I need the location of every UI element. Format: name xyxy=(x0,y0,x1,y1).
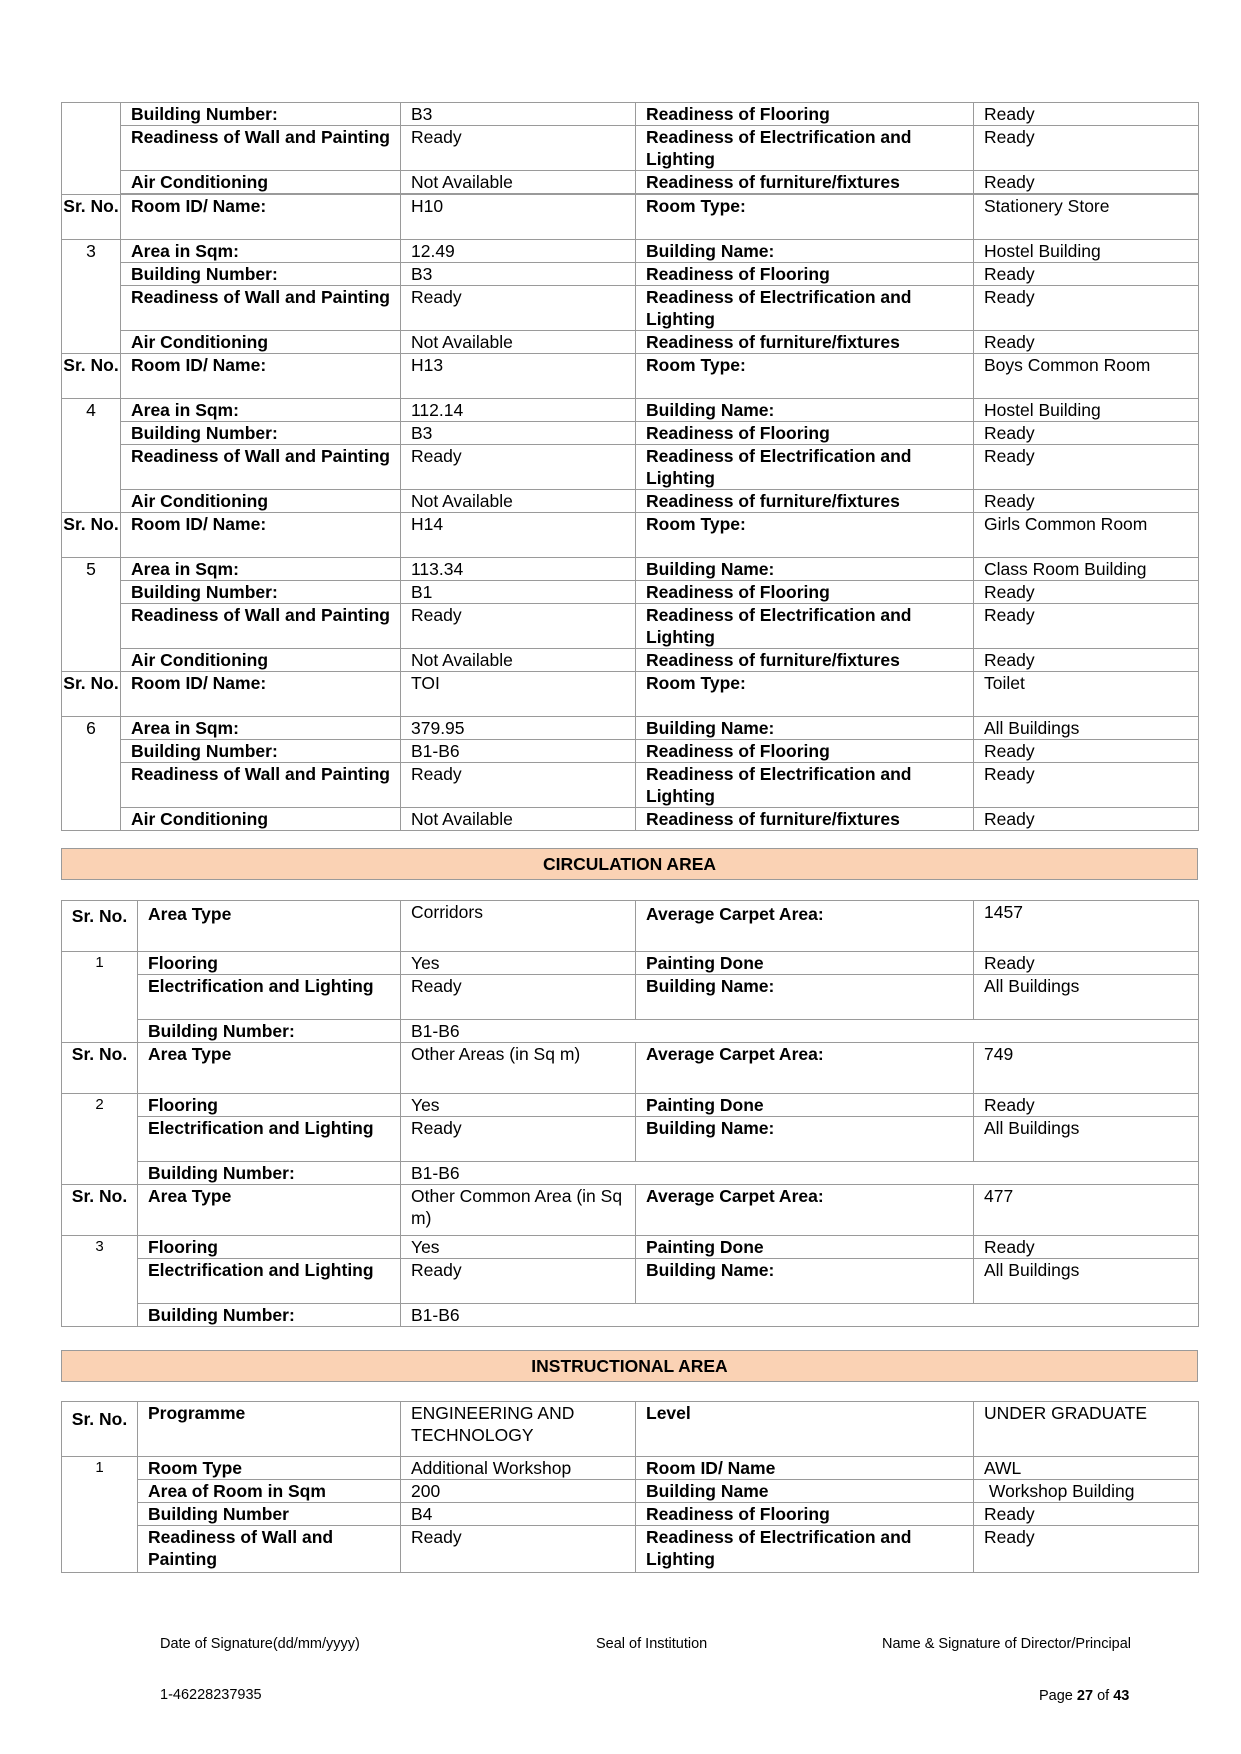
ac-value: Not Available xyxy=(401,649,636,672)
room-id-value: H10 xyxy=(401,195,636,240)
table-row xyxy=(62,1259,1199,1304)
table-row xyxy=(62,649,1199,672)
area-value: 379.95 xyxy=(401,717,636,740)
table-row xyxy=(62,581,1199,604)
electrification-value: Ready xyxy=(401,1117,636,1162)
ac-value: Not Available xyxy=(401,171,636,194)
sr-number: 1 xyxy=(62,1457,138,1573)
wall-value: Ready xyxy=(401,604,636,649)
flooring-value: Ready xyxy=(974,581,1199,604)
table-row xyxy=(62,763,1199,808)
sr-label: Sr. No. xyxy=(62,1402,138,1457)
room-id-value: H13 xyxy=(401,354,636,399)
electrification-value: Ready xyxy=(974,445,1199,490)
building-number-value: B3 xyxy=(401,422,636,445)
sr-label: Sr. No. xyxy=(62,1185,138,1236)
sr-number: 6 xyxy=(62,717,121,831)
ac-label: Air Conditioning xyxy=(121,331,401,354)
table-row xyxy=(62,952,1199,975)
ac-value: Not Available xyxy=(401,490,636,513)
carpet-area-value: 1457 xyxy=(974,901,1199,952)
building-number-value: B1-B6 xyxy=(401,1162,1199,1185)
table-row xyxy=(62,558,1199,581)
room-id-label: Room ID/ Name: xyxy=(121,195,401,240)
table-row xyxy=(62,286,1199,331)
table-row xyxy=(62,240,1199,263)
furniture-label: Readiness of furniture/fixtures xyxy=(636,649,974,672)
sr-number: 2 xyxy=(62,1094,138,1185)
sr-label: Sr. No. xyxy=(62,1043,138,1094)
building-name-value: Hostel Building xyxy=(974,240,1199,263)
building-number-value: B1-B6 xyxy=(401,1304,1199,1327)
room-id-label: Room ID/ Name: xyxy=(121,354,401,399)
table-row xyxy=(62,1117,1199,1162)
sr-number: 3 xyxy=(62,1236,138,1327)
wall-label: Readiness of Wall and Painting xyxy=(121,126,401,171)
ac-label: Air Conditioning xyxy=(121,808,401,831)
table-row xyxy=(62,717,1199,740)
table-row xyxy=(62,1503,1199,1526)
programme-label: Programme xyxy=(138,1402,401,1457)
building-name-label: Building Name: xyxy=(636,240,974,263)
level-value: UNDER GRADUATE xyxy=(974,1402,1199,1457)
building-number-value: B1 xyxy=(401,581,636,604)
area-type-label: Area Type xyxy=(138,901,401,952)
electrification-value: Ready xyxy=(401,1259,636,1304)
table-row xyxy=(62,354,1199,399)
sr-number: 4 xyxy=(62,399,121,513)
instructional-area-heading: INSTRUCTIONAL AREA xyxy=(61,1350,1198,1382)
carpet-area-label: Average Carpet Area: xyxy=(636,901,974,952)
wall-label: Readiness of Wall and Painting xyxy=(138,1526,401,1573)
building-number-label: Building Number: xyxy=(121,740,401,763)
building-number-value: B3 xyxy=(401,263,636,286)
wall-value: Ready xyxy=(401,763,636,808)
room-type-value: Boys Common Room xyxy=(974,354,1199,399)
table-row xyxy=(62,331,1199,354)
electrification-label: Readiness of Electrification and Lighting xyxy=(636,1526,974,1573)
sr-label: Sr. No. xyxy=(62,354,121,399)
table-row xyxy=(62,1480,1199,1503)
wall-value: Ready xyxy=(401,286,636,331)
area-value: 12.49 xyxy=(401,240,636,263)
building-number-label: Building Number: xyxy=(138,1304,401,1327)
room-type-label: Room Type: xyxy=(636,513,974,558)
building-name-value: All Buildings xyxy=(974,1117,1199,1162)
furniture-label: Readiness of furniture/fixtures xyxy=(636,808,974,831)
room-id-label: Room ID/ Name: xyxy=(121,513,401,558)
flooring-label: Readiness of Flooring xyxy=(636,422,974,445)
area-label: Area in Sqm: xyxy=(121,399,401,422)
area-label: Area in Sqm: xyxy=(121,558,401,581)
furniture-label: Readiness of furniture/fixtures xyxy=(636,490,974,513)
date-of-signature-label: Date of Signature(dd/mm/yyyy) xyxy=(160,1636,360,1652)
painting-value: Ready xyxy=(974,952,1199,975)
table-row xyxy=(62,1457,1199,1480)
programme-value: ENGINEERING AND TECHNOLOGY xyxy=(401,1402,636,1457)
furniture-label: Readiness of furniture/fixtures xyxy=(636,331,974,354)
sr-label: Sr. No. xyxy=(62,513,121,558)
room-type-value: Stationery Store xyxy=(974,195,1199,240)
room-type-label: Room Type: xyxy=(636,354,974,399)
electrification-label: Readiness of Electrification and Lighting xyxy=(636,604,974,649)
flooring-label: Readiness of Flooring xyxy=(636,263,974,286)
electrification-label: Electrification and Lighting xyxy=(138,1117,401,1162)
flooring-value: Ready xyxy=(974,740,1199,763)
table-row xyxy=(62,490,1199,513)
flooring-value: Ready xyxy=(974,1503,1199,1526)
building-number-label: Building Number: xyxy=(138,1020,401,1043)
room-type-value: Girls Common Room xyxy=(974,513,1199,558)
wall-label: Readiness of Wall and Painting xyxy=(121,604,401,649)
instructional-table xyxy=(61,1401,1199,1573)
flooring-value: Yes xyxy=(401,1236,636,1259)
table-row xyxy=(62,1402,1199,1457)
painting-value: Ready xyxy=(974,1094,1199,1117)
furniture-value: Ready xyxy=(974,171,1199,194)
area-type-value: Other Common Area (in Sq m) xyxy=(401,1185,636,1236)
page-total: 43 xyxy=(1113,1688,1130,1704)
table-row xyxy=(62,1236,1199,1259)
building-number-value: B4 xyxy=(401,1503,636,1526)
building-name-label: Building Name: xyxy=(636,558,974,581)
area-type-value: Corridors xyxy=(401,901,636,952)
sr-label: Sr. No. xyxy=(62,672,121,717)
building-number-value: B1-B6 xyxy=(401,740,636,763)
page-current: 27 xyxy=(1076,1688,1094,1704)
table-row xyxy=(62,399,1199,422)
area-label: Area in Sqm: xyxy=(121,717,401,740)
room-id-value: H14 xyxy=(401,513,636,558)
flooring-value: Ready xyxy=(974,422,1199,445)
flooring-value: Ready xyxy=(974,263,1199,286)
electrification-value: Ready xyxy=(974,604,1199,649)
ac-value: Not Available xyxy=(401,331,636,354)
table-row xyxy=(62,901,1199,952)
ac-label: Air Conditioning xyxy=(121,490,401,513)
building-name-label: Building Name xyxy=(636,1480,974,1503)
area-value: 200 xyxy=(401,1480,636,1503)
table-row xyxy=(62,1094,1199,1117)
sr-label: Sr. No. xyxy=(62,195,121,240)
flooring-value: Yes xyxy=(401,1094,636,1117)
table-row xyxy=(62,422,1199,445)
level-label: Level xyxy=(636,1402,974,1457)
area-type-label: Area Type xyxy=(138,1185,401,1236)
room-type-label: Room Type: xyxy=(636,672,974,717)
room-id-value: AWL xyxy=(974,1457,1199,1480)
room-id-label: Room ID/ Name: xyxy=(121,672,401,717)
seal-label: Seal of Institution xyxy=(596,1636,708,1652)
furniture-value: Ready xyxy=(974,808,1199,831)
table-row xyxy=(62,1304,1199,1327)
furniture-value: Ready xyxy=(974,331,1199,354)
table-row xyxy=(62,1043,1199,1094)
table-row xyxy=(62,263,1199,286)
building-name-value: Workshop Building xyxy=(974,1480,1199,1503)
furniture-value: Ready xyxy=(974,490,1199,513)
circulation-table xyxy=(61,900,1199,1327)
building-name-label: Building Name: xyxy=(636,975,974,1020)
building-name-value: Hostel Building xyxy=(974,399,1199,422)
table-row xyxy=(62,445,1199,490)
room-type-label: Room Type xyxy=(138,1457,401,1480)
wall-value: Ready xyxy=(401,445,636,490)
sr-label: Sr. No. xyxy=(62,901,138,952)
carpet-area-label: Average Carpet Area: xyxy=(636,1185,974,1236)
wall-value: Ready xyxy=(401,126,636,171)
room-type-value: Additional Workshop xyxy=(401,1457,636,1480)
flooring-label: Flooring xyxy=(138,1236,401,1259)
electrification-value: Ready xyxy=(974,286,1199,331)
area-type-value: Other Areas (in Sq m) xyxy=(401,1043,636,1094)
room-type-label: Room Type: xyxy=(636,195,974,240)
furniture-value: Ready xyxy=(974,649,1199,672)
painting-label: Painting Done xyxy=(636,952,974,975)
table-row xyxy=(62,604,1199,649)
painting-label: Painting Done xyxy=(636,1236,974,1259)
flooring-label: Flooring xyxy=(138,1094,401,1117)
area-type-label: Area Type xyxy=(138,1043,401,1094)
ac-label: Air Conditioning xyxy=(121,171,401,194)
flooring-label: Readiness of Flooring xyxy=(636,1503,974,1526)
building-name-value: All Buildings xyxy=(974,975,1199,1020)
table-row xyxy=(62,808,1199,831)
wall-value: Ready xyxy=(401,1526,636,1573)
page-prefix: Page xyxy=(1039,1688,1073,1704)
signature-label: Name & Signature of Director/Principal xyxy=(882,1636,1132,1652)
building-number-label: Building Number: xyxy=(121,263,401,286)
room-id-value: TOI xyxy=(401,672,636,717)
building-number-label: Building Number: xyxy=(121,103,401,126)
table-row xyxy=(62,171,1199,194)
application-id: 1-46228237935 xyxy=(160,1687,262,1703)
building-number-label: Building Number xyxy=(138,1503,401,1526)
building-number-label: Building Number: xyxy=(121,581,401,604)
room-id-label: Room ID/ Name xyxy=(636,1457,974,1480)
painting-value: Ready xyxy=(974,1236,1199,1259)
table-row xyxy=(62,513,1199,558)
flooring-label: Readiness of Flooring xyxy=(636,103,974,126)
ac-label: Air Conditioning xyxy=(121,649,401,672)
table-row xyxy=(62,126,1199,171)
carpet-area-value: 477 xyxy=(974,1185,1199,1236)
area-value: 112.14 xyxy=(401,399,636,422)
sr-number: 3 xyxy=(62,240,121,354)
wall-label: Readiness of Wall and Painting xyxy=(121,763,401,808)
table-row xyxy=(62,103,1199,126)
carpet-area-value: 749 xyxy=(974,1043,1199,1094)
building-name-value: Class Room Building xyxy=(974,558,1199,581)
building-number-value: B3 xyxy=(401,103,636,126)
rooms-table xyxy=(61,102,1199,831)
area-label: Area in Sqm: xyxy=(121,240,401,263)
page-of: of xyxy=(1097,1688,1110,1704)
electrification-label: Electrification and Lighting xyxy=(138,1259,401,1304)
building-number-label: Building Number: xyxy=(121,422,401,445)
table-row xyxy=(62,195,1199,240)
room-type-value: Toilet xyxy=(974,672,1199,717)
ac-value: Not Available xyxy=(401,808,636,831)
sr-number: 1 xyxy=(62,952,138,1043)
electrification-label: Readiness of Electrification and Lighting xyxy=(636,445,974,490)
building-number-label: Building Number: xyxy=(138,1162,401,1185)
table-row xyxy=(62,672,1199,717)
building-name-label: Building Name: xyxy=(636,717,974,740)
electrification-label: Readiness of Electrification and Lighting xyxy=(636,763,974,808)
table-row xyxy=(62,740,1199,763)
carpet-area-label: Average Carpet Area: xyxy=(636,1043,974,1094)
building-name-value: All Buildings xyxy=(974,1259,1199,1304)
building-name-label: Building Name: xyxy=(636,1117,974,1162)
building-name-label: Building Name: xyxy=(636,399,974,422)
flooring-value: Ready xyxy=(974,103,1199,126)
page-number xyxy=(1039,1688,1129,1704)
table-row xyxy=(62,1020,1199,1043)
table-row xyxy=(62,975,1199,1020)
flooring-label: Readiness of Flooring xyxy=(636,581,974,604)
electrification-label: Readiness of Electrification and Lighting xyxy=(636,286,974,331)
flooring-label: Flooring xyxy=(138,952,401,975)
electrification-label: Readiness of Electrification and Lighting xyxy=(636,126,974,171)
table-row xyxy=(62,1526,1199,1573)
sr-number: 5 xyxy=(62,558,121,672)
furniture-label: Readiness of furniture/fixtures xyxy=(636,171,974,194)
wall-label: Readiness of Wall and Painting xyxy=(121,286,401,331)
electrification-value: Ready xyxy=(974,763,1199,808)
sr-cell xyxy=(62,103,121,195)
area-label: Area of Room in Sqm xyxy=(138,1480,401,1503)
building-number-value: B1-B6 xyxy=(401,1020,1199,1043)
building-name-label: Building Name: xyxy=(636,1259,974,1304)
building-name-value: All Buildings xyxy=(974,717,1199,740)
electrification-value: Ready xyxy=(974,126,1199,171)
flooring-value: Yes xyxy=(401,952,636,975)
electrification-value: Ready xyxy=(974,1526,1199,1573)
area-value: 113.34 xyxy=(401,558,636,581)
flooring-label: Readiness of Flooring xyxy=(636,740,974,763)
wall-label: Readiness of Wall and Painting xyxy=(121,445,401,490)
electrification-value: Ready xyxy=(401,975,636,1020)
circulation-area-heading: CIRCULATION AREA xyxy=(61,848,1198,880)
table-row xyxy=(62,1185,1199,1236)
painting-label: Painting Done xyxy=(636,1094,974,1117)
table-row xyxy=(62,1162,1199,1185)
electrification-label: Electrification and Lighting xyxy=(138,975,401,1020)
